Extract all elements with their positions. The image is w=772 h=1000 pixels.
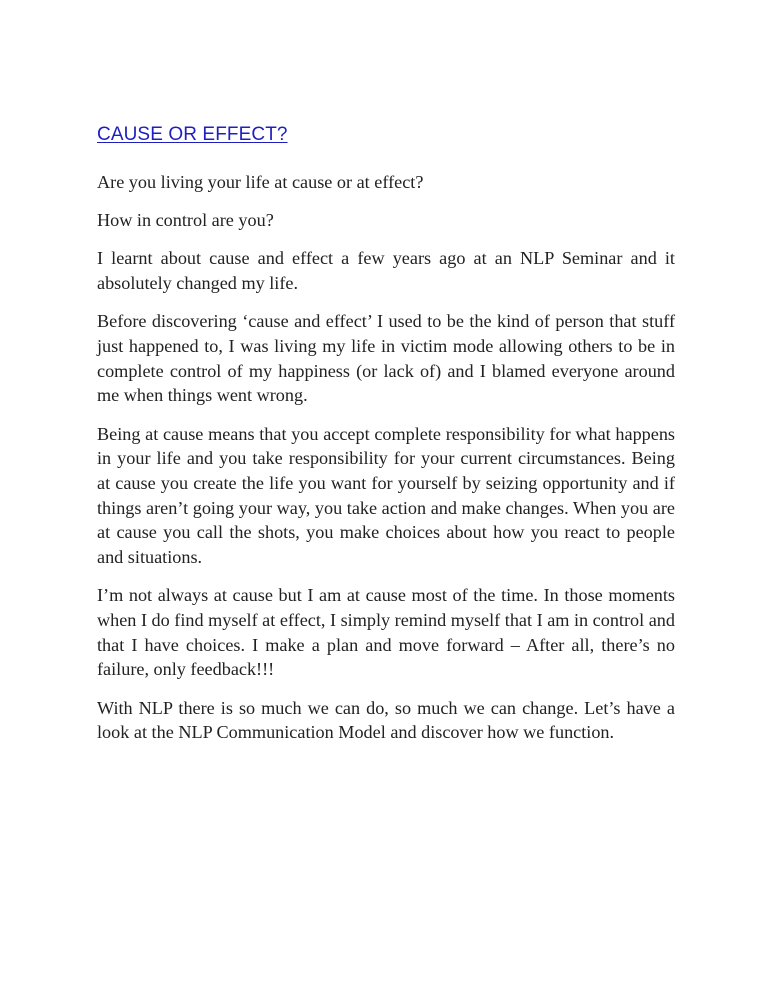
page-title-link[interactable]: CAUSE OR EFFECT? bbox=[97, 124, 288, 145]
paragraph-before-discovering: Before discovering ‘cause and effect’ I used to be the kind of person that stuff just happened to, I was living my life in victim mode allowing others to be in complete control of my happiness (or lack of) and I blamed everyone around me when things went wrong. bbox=[97, 311, 675, 406]
paragraph-communication-model: With NLP there is so much we can do, so much we can change. Let’s have a look at the NLP Communication Model and discover how we function. bbox=[97, 697, 675, 743]
paragraph-nlp-seminar: I learnt about cause and effect a few years ago at an NLP Seminar and it absolutely changed my life. bbox=[97, 248, 675, 294]
paragraph-not-always-at-cause: I’m not always at cause but I am at cause most of the time. In those moments when I do find myself at effect, I simply remind myself that I am in control and that I have choices. I make a plan and move forward – After all, there’s no failure, only feedback!!! bbox=[97, 585, 675, 680]
paragraph-being-at-cause: Being at cause means that you accept complete responsibility for what happens in your life and you take responsibility for your current circumstances. Being at cause you create the life you want for yourself by seizing opportunity and if things aren’t going your way, you take action and make changes. When you are at cause you call the shots, you make choices about how you react to people and situations. bbox=[97, 423, 675, 568]
paragraph-question-control: How in control are you? bbox=[97, 210, 274, 231]
paragraph-question-cause-effect: Are you living your life at cause or at effect? bbox=[97, 172, 424, 192]
body-text bbox=[97, 170, 675, 759]
